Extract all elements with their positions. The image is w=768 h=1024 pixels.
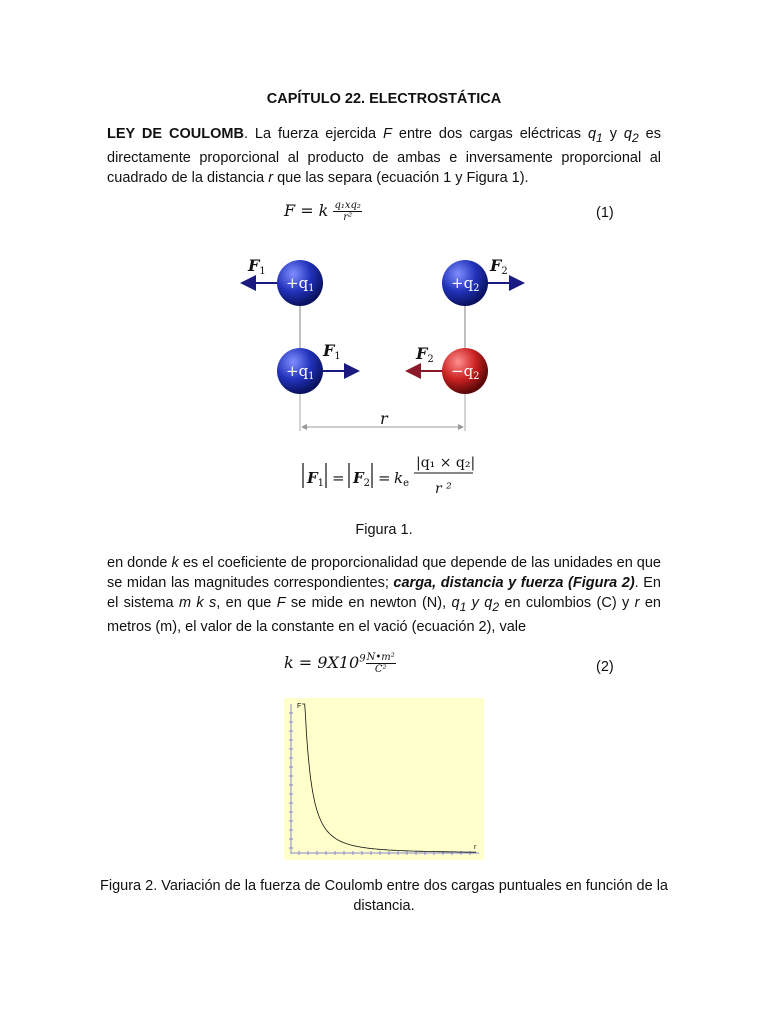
figure-2-caption: Figura 2. Variación de la fuerza de Coulomb entre dos cargas puntuales en función de la distancia.: [100, 878, 668, 914]
svg-text:|q₁ × q₂|: |q₁ × q₂|: [416, 455, 476, 471]
figure-1-diagram: [230, 245, 540, 505]
chapter-title: CAPÍTULO 22. ELECTROSTÁTICA: [266, 91, 502, 107]
force-label-bottom-right: F2: [416, 344, 434, 365]
charge-label-top-right: $+q_2$: [451, 274, 480, 294]
y-axis-label: F: [297, 703, 302, 710]
force-label-bottom-left: F1: [323, 341, 341, 362]
distance-label: r: [380, 409, 388, 428]
svg-text:ke: $k_e$: [394, 469, 410, 489]
svg-text:=: =: [378, 469, 391, 487]
equation-1-number: (1): [596, 205, 614, 221]
svg-text:r ²: r ²: [435, 481, 452, 497]
charge-label-top-left: $+q_1$: [286, 274, 315, 294]
figure-1-caption: Figura 1.: [355, 522, 413, 538]
graph-background: [284, 698, 484, 860]
svg-text:=: =: [332, 469, 345, 487]
svg-text:F2: $F_2$: [353, 469, 371, 489]
paragraph-coulomb-law: LEY DE COULOMB. La fuerza ejercida F entre dos cargas eléctricas $q_1$ y $q_2$ es directamente proporcional al producto de ambas e inversamente proporcional al cuadrado de la distancia r que las separa (ecuación 1 y Figura 1).: [107, 126, 662, 186]
equation-1: F = k $\frac{\text{q₁xq₂}}{\text{r²}}$: [284, 200, 361, 223]
force-label-top-left: F1: [248, 256, 266, 277]
law-heading: LEY DE COULOMB: [107, 126, 244, 142]
svg-text:F1: $F_1$: [307, 469, 325, 489]
equation-2-number: (2): [596, 659, 614, 675]
paragraph-constant: en donde k es el coeficiente de proporcionalidad que depende de las unidades en que se midan las magnitudes correspondientes; carga, distancia y fuerza (Figura 2). En el sistema m k s, en que F se mide en newton (N), $q_1$ y $q_2$ en culombios (C) y r en metros (m), el valor de la constante en el vació (ecuación 2), vale: [107, 555, 661, 635]
equation-2: $k = 9X10^9$ $\frac{\text{N•m²}}{\text{C²}}$: [284, 652, 395, 675]
charge-label-bottom-left: $+q_1$: [286, 362, 315, 382]
charge-label-bottom-right: $-q_2$: [451, 362, 480, 382]
force-label-top-right: F2: [490, 256, 508, 277]
figure-2-graph: [284, 698, 484, 860]
x-axis-label: r: [474, 844, 477, 851]
figure-1-formula: [303, 455, 475, 497]
